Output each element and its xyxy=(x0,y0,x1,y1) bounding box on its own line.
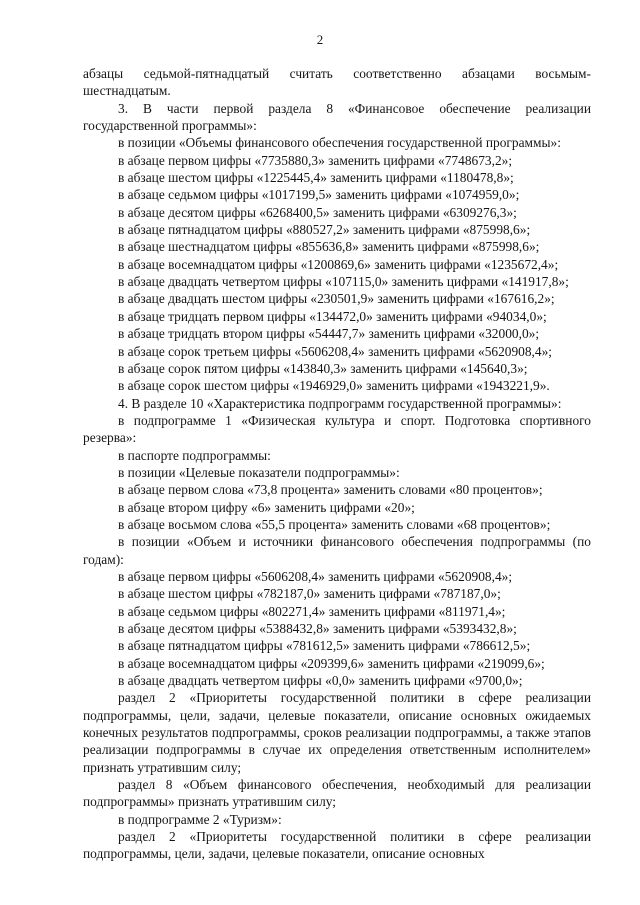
paragraph: 3. В части первой раздела 8 «Финансовое обеспечение реализации государственной программы»: xyxy=(83,100,591,134)
paragraph: в абзаце двадцать четвертом цифры «107115,0» заменить цифрами «141917,8»; xyxy=(118,274,569,290)
paragraph: в абзаце двадцать шестом цифры «230501,9» заменить цифрами «167616,2»; xyxy=(118,291,555,307)
paragraph: в абзаце сорок шестом цифры «1946929,0» заменить цифрами «1943221,9». xyxy=(118,378,550,394)
paragraph: в абзаце восьмом слова «55,5 процента» заменить словами «68 процентов»; xyxy=(118,516,551,532)
paragraph: в абзаце десятом цифры «5388432,8» заменить цифрами «5393432,8»; xyxy=(118,621,517,636)
paragraph: в абзаце седьмом цифры «802271,4» заменить цифрами «811971,4»; xyxy=(118,603,506,619)
paragraph: в абзаце первом цифры «7735880,3» заменить цифрами «7748673,2»; xyxy=(118,152,513,168)
paragraph: в абзаце первом цифры «5606208,4» заменить цифрами «5620908,4»; xyxy=(118,568,513,584)
paragraph: раздел 2 «Приоритеты государственной политики в сфере реализации подпрограммы, цели, задачи, целевые показатели, описание основных ожидаемых конечных результатов подпрограммы, сроков реализации подпрограммы, а также этапов реализации подпрограммы в случае их определения ответственным исполнителем» признать утратившим силу; xyxy=(83,690,591,775)
paragraph: в абзаце седьмом цифры «1017199,5» заменить цифрами «1074959,0»; xyxy=(118,187,520,203)
paragraph: в абзаце восемнадцатом цифры «1200869,6» заменить цифрами «1235672,4»; xyxy=(118,256,559,272)
paragraph: в абзаце сорок третьем цифры «5606208,4» заменить цифрами «5620908,4»; xyxy=(118,343,553,359)
paragraph: в абзаце шестом цифры «1225445,4» заменить цифрами «1180478,8»; xyxy=(118,170,514,186)
paragraph: в позиции «Объем и источники финансового обеспечения подпрограммы (по годам): xyxy=(83,534,591,567)
paragraph: в позиции «Целевые показатели подпрограммы»: xyxy=(118,464,400,480)
paragraph: раздел 2 «Приоритеты государственной политики в сфере реализации подпрограммы, цели, задачи, целевые показатели, описание основных xyxy=(83,829,591,862)
paragraph: в абзаце тридцать первом цифры «134472,0» заменить цифрами «94034,0»; xyxy=(118,308,547,324)
paragraph: раздел 8 «Объем финансового обеспечения, необходимый для реализации подпрограммы» признать утратившим силу; xyxy=(83,777,591,810)
paragraph: в абзаце первом слова «73,8 процента» заменить словами «80 процентов»; xyxy=(118,482,543,498)
paragraph: в абзаце втором цифру «6» заменить цифрами «20»; xyxy=(118,499,415,515)
paragraph: в абзаце пятнадцатом цифры «781612,5» заменить цифрами «786612,5»; xyxy=(118,638,531,654)
paragraph: в абзаце двадцать четвертом цифры «0,0» заменить цифрами «9700,0»; xyxy=(118,673,523,689)
paragraph: в подпрограмме 2 «Туризм»: xyxy=(118,811,282,827)
paragraph: абзацы седьмой-пятнадцатый считать соответственно абзацами восьмым-шестнадцатым. xyxy=(83,66,591,99)
paragraph: в абзаце сорок пятом цифры «143840,3» заменить цифрами «145640,3»; xyxy=(118,360,528,376)
paragraph: в абзаце шестом цифры «782187,0» заменить цифрами «787187,0»; xyxy=(118,586,501,602)
page-number: 2 xyxy=(316,32,324,47)
paragraph: в абзаце десятом цифры «6268400,5» заменить цифрами «6309276,3»; xyxy=(118,204,517,220)
paragraph: в подпрограмме 1 «Физическая культура и спорт. Подготовка спортивного резерва»: xyxy=(83,412,591,446)
paragraph: в позиции «Объемы финансового обеспечения государственной программы»: xyxy=(118,135,561,151)
paragraph: в абзаце шестнадцатом цифры «855636,8» заменить цифрами «875998,6»; xyxy=(118,239,540,255)
document-body xyxy=(83,65,591,863)
paragraph: в паспорте подпрограммы: xyxy=(118,447,271,463)
paragraph: в абзаце тридцать втором цифры «54447,7» заменить цифрами «32000,0»; xyxy=(118,326,540,342)
paragraph: в абзаце восемнадцатом цифры «209399,6» заменить цифрами «219099,6»; xyxy=(118,655,545,671)
paragraph: 4. В разделе 10 «Характеристика подпрограмм государственной программы»: xyxy=(118,395,562,411)
paragraph: в абзаце пятнадцатом цифры «880527,2» заменить цифрами «875998,6»; xyxy=(118,222,531,238)
